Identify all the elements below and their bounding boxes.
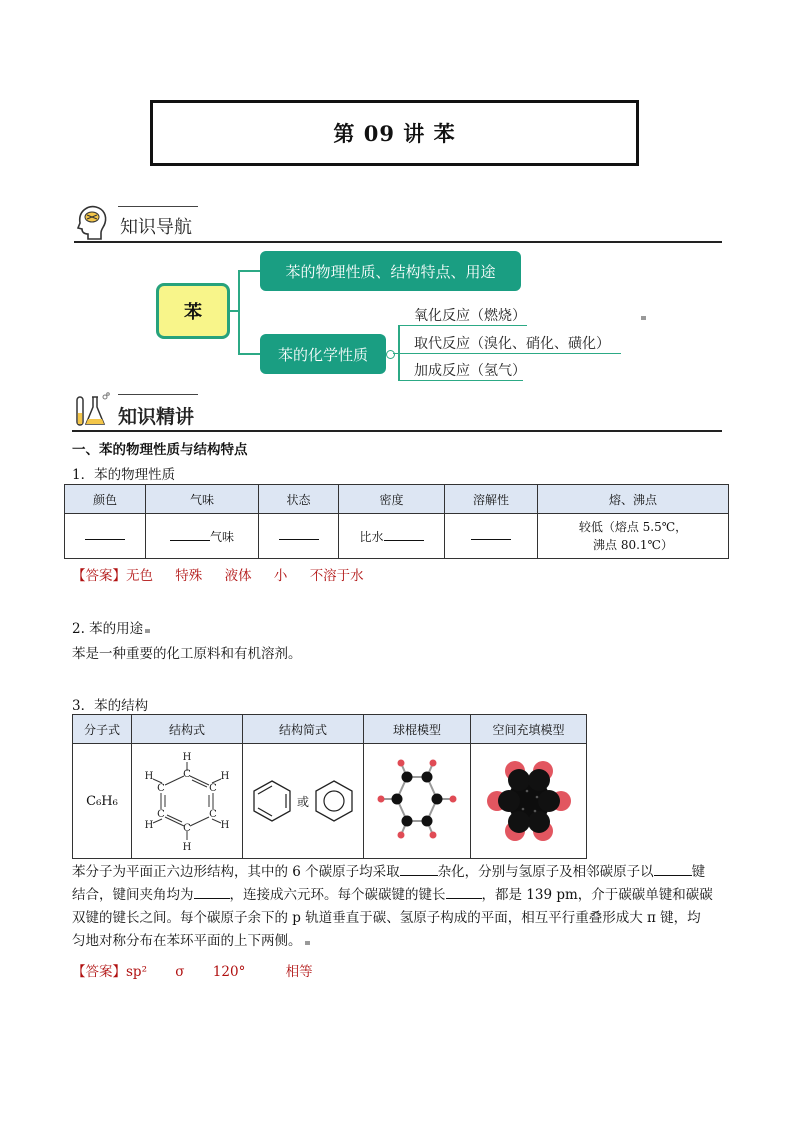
cell-structural-formula [132,744,243,859]
subsection-physical: 1．苯的物理性质 [72,467,176,483]
nav-divider [74,241,722,243]
nav-heading-overline [118,206,198,207]
aromatic-benzene-icon [313,778,355,824]
lecture-divider [72,430,722,432]
svg-text:C: C [183,769,191,780]
subsection-structure: 3．苯的结构 [72,698,149,714]
mindmap-root: 苯 [156,283,230,339]
mindmap-sub-oxidation: 氧化反应（燃烧） [414,308,526,324]
nav-heading: 知识导航 [120,217,192,238]
usage-text: 苯是一种重要的化工原料和有机溶剂。 [72,646,302,662]
mindmap-sub-substitution: 取代反应（溴化、硝化、磺化） [414,336,610,352]
svg-text:H: H [182,842,192,853]
header-density: 密度 [339,485,445,514]
mindmap-underline [399,353,621,354]
lecture-heading: 知识精讲 [118,406,195,428]
lecture-heading-overline [118,394,198,395]
flask-icon [72,391,112,429]
space-filling-model-icon [481,753,577,849]
mindmap-connector [238,270,240,354]
or-label: 或 [296,794,309,809]
header-melting-boiling: 熔、沸点 [538,485,729,514]
cell-state [259,514,339,559]
svg-text:H: H [144,820,154,831]
structure-table [72,714,587,859]
mindmap-connector [238,353,260,355]
svg-text:C: C [183,823,191,834]
anchor-mark [145,629,150,633]
physical-properties-table [64,484,729,559]
header-space-filling-model: 空间充填模型 [471,715,587,744]
header-ball-stick-model: 球棍模型 [364,715,471,744]
subsection-usage: 2. 苯的用途 [72,617,150,637]
cell-density: 比水 [339,514,445,559]
mindmap-branch-chemical: 苯的化学性质 [260,334,386,374]
header-molecular-formula: 分子式 [73,715,132,744]
header-structural-formula: 结构式 [132,715,243,744]
svg-text:C: C [209,809,217,820]
cell-solubility [445,514,538,559]
cell-odor: 气味 [146,514,259,559]
mindmap-node-dot [386,350,395,359]
header-color: 颜色 [65,485,146,514]
answer-structure: 【答案】sp² σ 120° 相等 [72,964,313,980]
cell-ball-stick [364,744,471,859]
svg-text:H: H [220,820,230,831]
svg-text:H: H [220,771,230,782]
anchor-mark [305,941,310,945]
cell-melting-boiling: 较低（熔点 5.5℃， 沸点 80.1℃） [538,514,729,559]
mindmap-branch-physical: 苯的物理性质、结构特点、用途 [260,251,521,291]
mindmap-sub-addition: 加成反应（氢气） [414,363,526,379]
brain-icon [74,203,110,241]
svg-text:C: C [157,809,165,820]
section-title: 一、苯的物理性质与结构特点 [72,442,248,458]
mindmap-underline [399,325,527,326]
header-state: 状态 [259,485,339,514]
header-skeletal-formula: 结构简式 [243,715,364,744]
kekule-benzene-icon [251,778,293,824]
benzene-structural-formula [137,747,237,855]
svg-text:H: H [182,752,192,763]
svg-text:C: C [157,783,165,794]
page-title: 第 09 讲 苯 [150,100,639,166]
anchor-mark [641,316,646,320]
cell-space-filling [471,744,587,859]
svg-text:H: H [144,771,154,782]
header-solubility: 溶解性 [445,485,538,514]
mindmap-connector [238,270,260,272]
cell-formula: C₆H₆ [73,744,132,859]
svg-text:C: C [209,783,217,794]
answer-physical: 【答案】无色 特殊 液体 小 不溶于水 [72,568,364,584]
cell-color [65,514,146,559]
cell-skeletal-formula [243,744,364,859]
header-odor: 气味 [146,485,259,514]
ball-stick-model-icon [369,753,465,849]
mindmap-underline [399,380,523,381]
structure-paragraph: 苯分子为平面正六边形结构，其中的 6 个碳原子均采取 杂化，分别与氢原子及相邻碳原子以 键 结合，键间夹角均为 ，连接成六元环。每个碳碳键的键长 ，都是 139 pm，介于碳碳单键和碳碳 双键的键长之间。每个碳原子余下的 p 轨道垂直于碳、氢原子构成的平面，相互平行重叠形成大 π 键，均 匀地对称分布在苯环平面的上下两侧。 [72,864,713,949]
